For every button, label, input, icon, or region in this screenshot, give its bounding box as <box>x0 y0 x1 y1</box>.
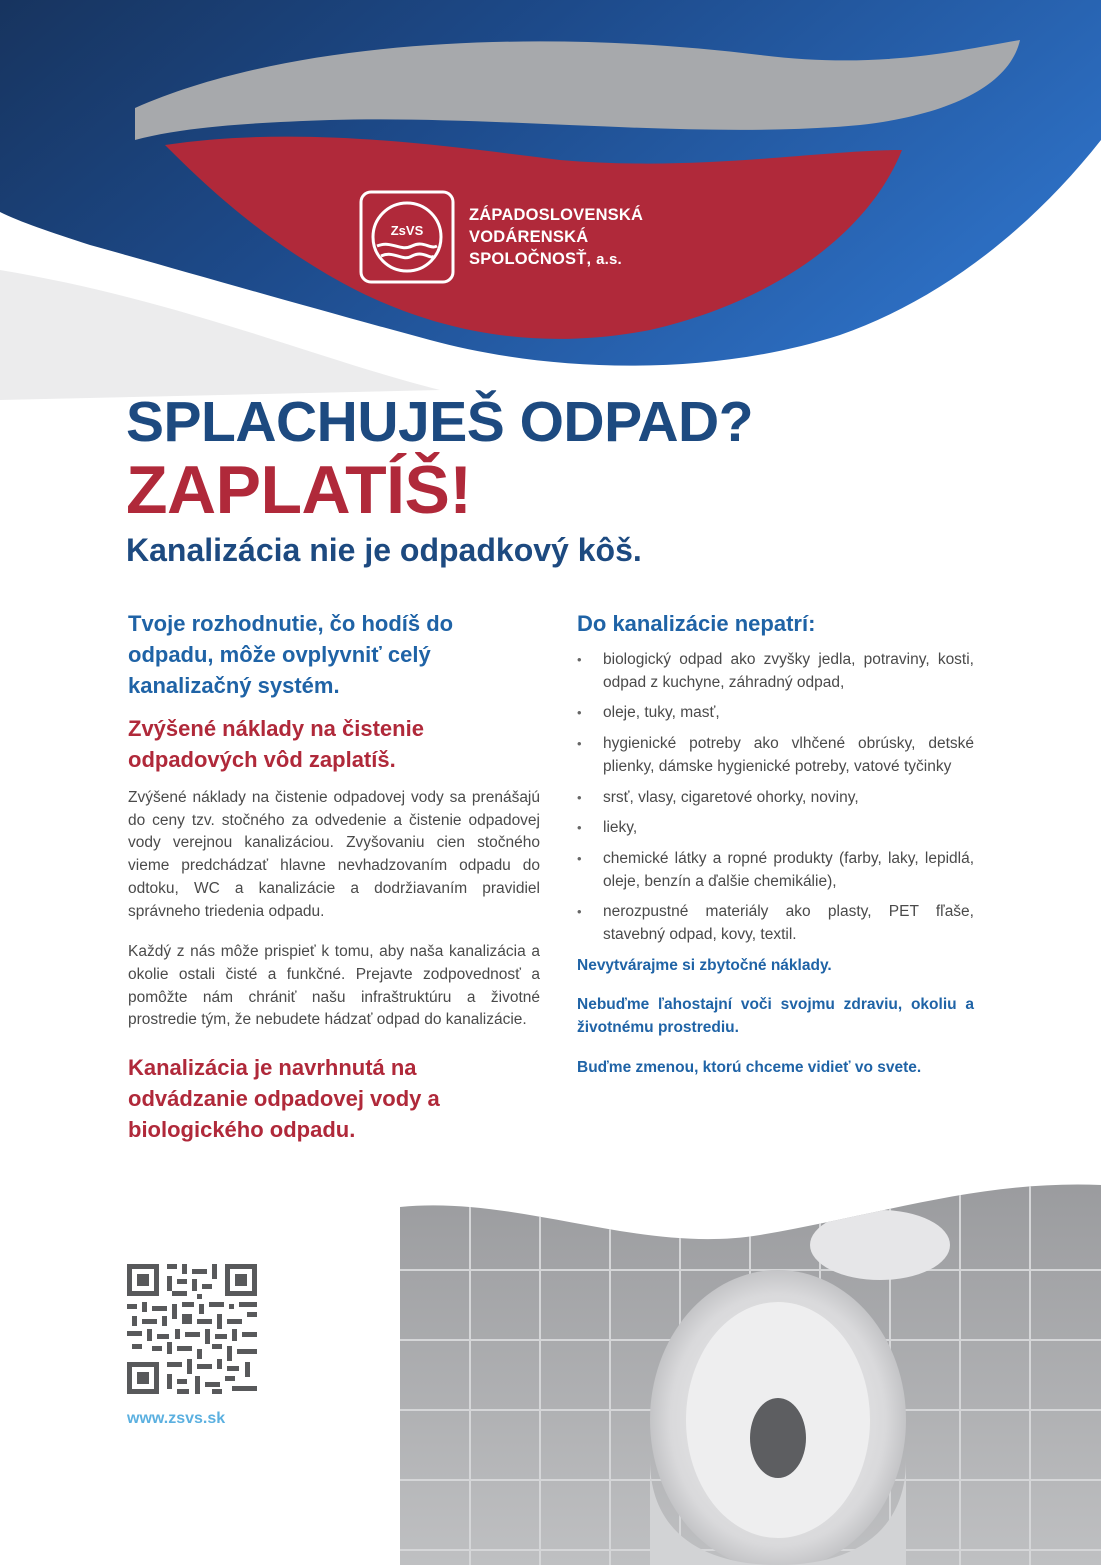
list-item: • biologický odpad ako zvyšky jedla, potraviny, kosti, odpad z kuchyne, záhradný odpad, <box>577 649 974 694</box>
company-name-line1: ZÁPADOSLOVENSKÁ <box>469 206 644 224</box>
cost-heading: Zvýšené náklady na čistenie odpadových vôd zaplatíš. <box>128 716 424 772</box>
left-column <box>128 608 540 1157</box>
cost-paragraph: Zvýšené náklady na čistenie odpadovej vody sa prenášajú do ceny tzv. stočného za odvedenie a čistenie odpadovej vody verejnou kanalizáciou. Zvyšovaniu cien stočného vieme predchádzať hlavne nevhadzovaním odpadu do odtoku, WC a kanalizácie a dodržiavaním pravidiel správneho triedenia odpadu. <box>128 789 540 920</box>
company-name-line3: SPOLOČNOSŤ, <box>469 250 592 268</box>
qr-code-area[interactable] <box>127 1264 257 1394</box>
headline-answer: ZAPLATÍŠ! <box>126 452 472 528</box>
right-column <box>577 608 974 1097</box>
intro-heading: Tvoje rozhodnutie, čo hodíš do odpadu, môže ovplyvniť celý kanalizačný systém. <box>128 611 454 698</box>
company-name-line2: VODÁRENSKÁ <box>469 228 589 246</box>
list-item: • lieky, <box>577 817 974 840</box>
responsibility-paragraph: Každý z nás môže prispieť k tomu, aby naša kanalizácia a okolie ostali čisté a funkčné. Prejavte zodpovednosť a pomôžte nám chrániť našu infraštruktúru a životné prostredie tým, že nebudete hádzať odpad do kanalizácie. <box>128 943 540 1029</box>
headline-question: SPLACHUJEŠ ODPAD? <box>126 390 754 454</box>
subheadline: Kanalizácia nie je odpadkový kôš. <box>126 532 642 568</box>
note-costs: Nevytvárajme si zbytočné náklady. <box>577 956 832 974</box>
note-health: Nebuďme ľahostajní voči svojmu zdraviu, okoliu a životnému prostrediu. <box>577 996 974 1037</box>
note-change: Buďme zmenou, ktorú chceme vidieť vo svete. <box>577 1058 922 1076</box>
closing-heading: Kanalizácia je navrhnutá na odvádzanie odpadovej vody a biologického odpadu. <box>128 1055 440 1143</box>
logo-emblem-text: ZsVS <box>390 223 424 238</box>
forbidden-list <box>577 649 974 947</box>
list-item: • oleje, tuky, masť, <box>577 702 974 725</box>
toilet-photo <box>400 1180 1101 1565</box>
list-item: • nerozpustné materiály ako plasty, PET fľaše, stavebný odpad, kovy, textil. <box>577 901 974 946</box>
website-link[interactable]: www.zsvs.sk <box>127 1410 226 1427</box>
list-item: • chemické látky a ropné produkty (farby, laky, lepidlá, oleje, benzín a ďalšie chemikálie), <box>577 848 974 893</box>
company-name <box>469 204 643 271</box>
list-item: • srsť, vlasy, cigaretové ohorky, noviny, <box>577 787 974 810</box>
list-item: • hygienické potreby ako vlhčené obrúsky, detské plienky, dámske hygienické potreby, vatové tyčinky <box>577 733 974 778</box>
forbidden-heading: Do kanalizácie nepatrí: <box>577 611 816 636</box>
company-name-suffix: a.s. <box>596 251 622 268</box>
